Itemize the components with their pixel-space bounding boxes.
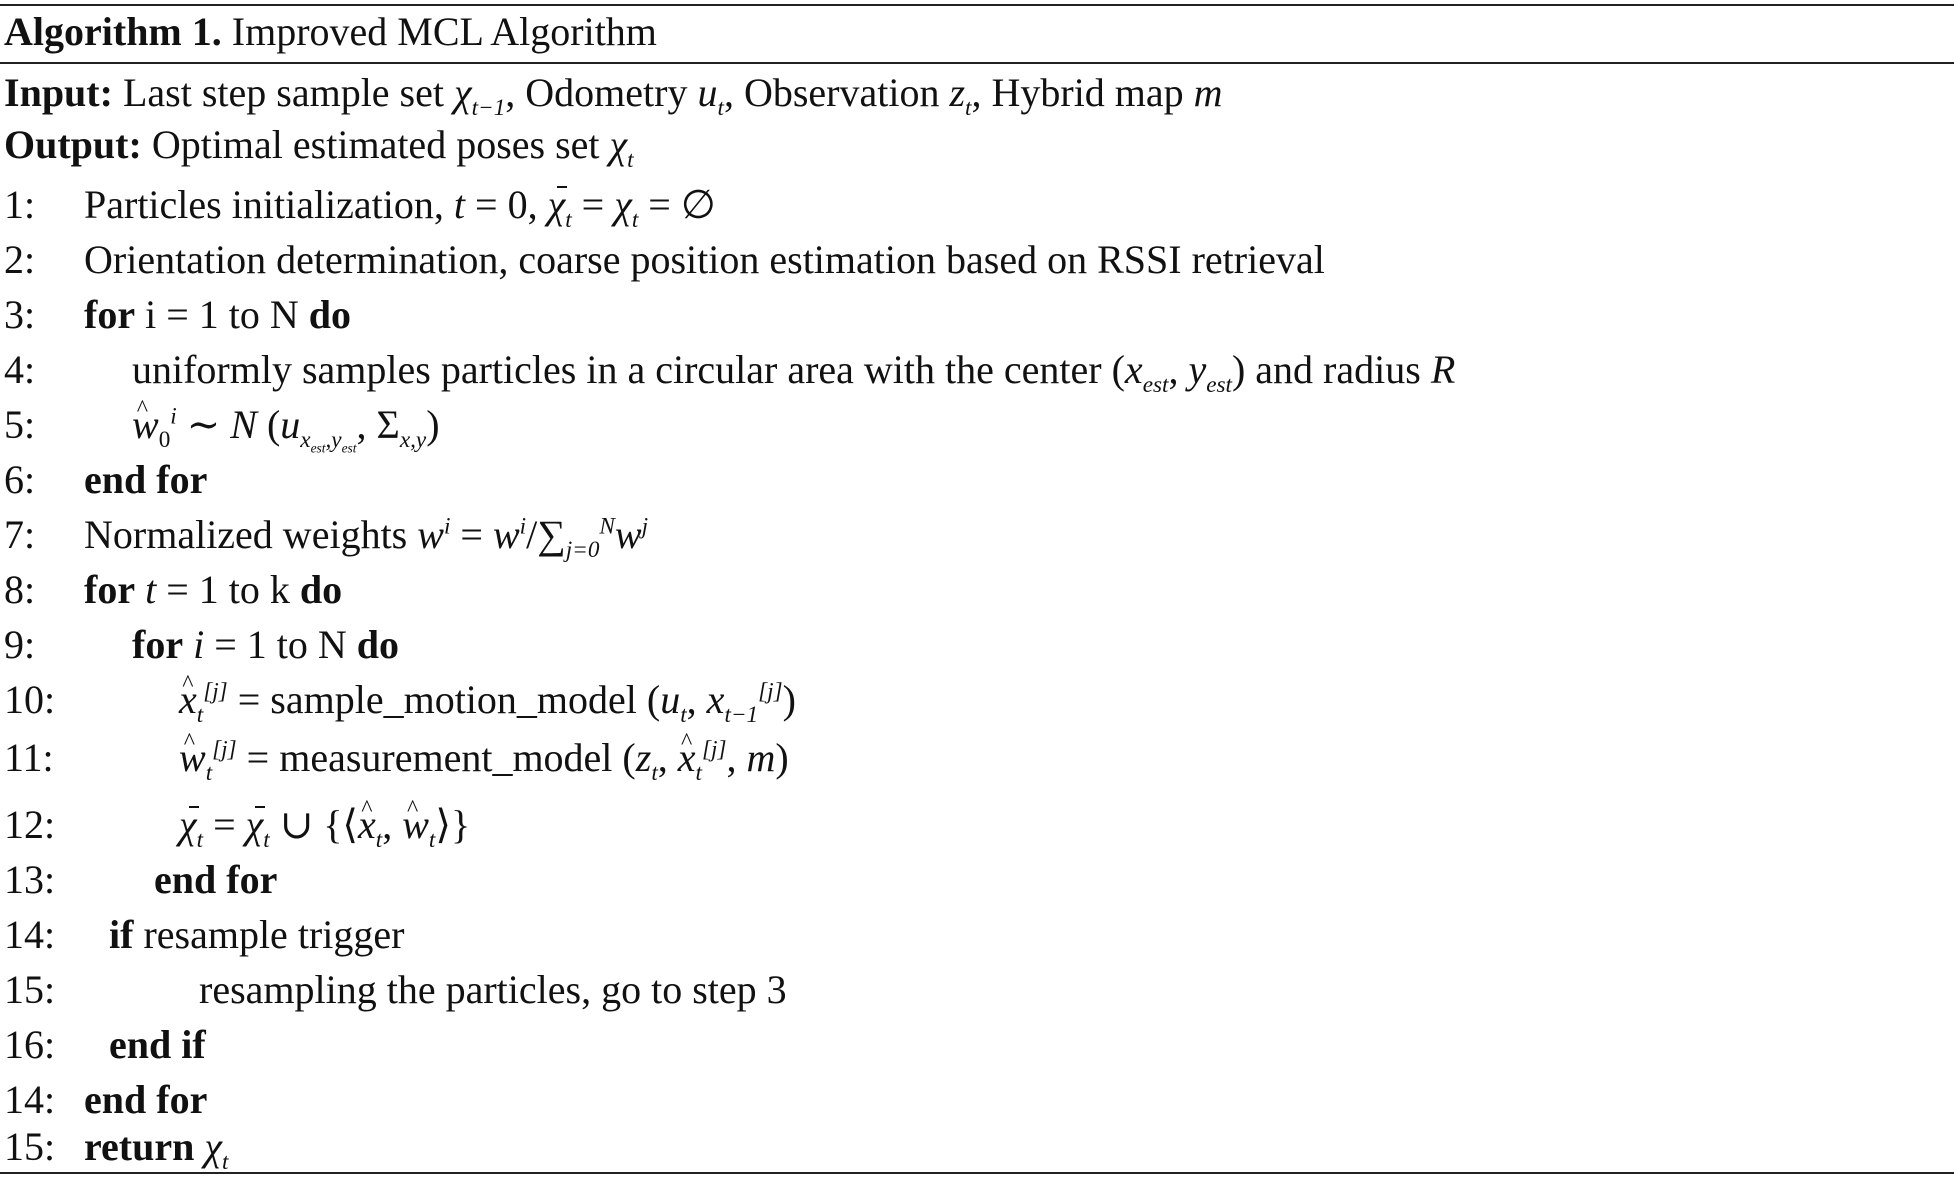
step-text: ^ $w_t[j]$ = measurement_model ($z_t$, ^ $x_t[j]$, m) [179,733,789,783]
keyword: do [308,292,351,337]
step-number: 10: [4,677,56,722]
step-number: 6: [4,457,36,502]
output-text: Optimal estimated poses set $\chi_t$ [151,122,634,173]
step-text: Normalized weights $w^i = w^i/\sum_{j=0}^Nw^j$ [84,512,649,563]
input-text: Last step sample set $\chi_{t-1}$, Odometry $u_t$, Observation $z_t$, Hybrid map m [122,70,1223,121]
keyword: end for [154,857,278,902]
step-number: 4: [4,347,36,392]
step-text: $\chi_t$ [204,1124,229,1175]
algorithm-name: Improved MCL Algorithm [231,9,657,54]
step-number: 9: [4,622,36,667]
step-number: 16: [4,1022,56,1067]
step-number: 8: [4,567,36,612]
keyword: do [356,622,400,667]
step-number: 12: [4,802,56,847]
step-number: 7: [4,512,36,557]
output-line [4,120,634,173]
step-number: 13: [4,857,56,902]
step-text: i = 1 to N [193,622,347,667]
input-label: Input: [4,70,113,115]
step-number: 15: [4,1124,56,1169]
keyword: return [84,1124,195,1169]
keyword: if [109,912,134,957]
step-text: uniformly samples particles in a circular area with the center ($x_{est}$, $y_{est}$) and radius R [132,347,1456,398]
input-line [4,68,1223,121]
step-number: 3: [4,292,36,337]
bottom-rule [0,1172,1954,1174]
keyword: for [84,292,136,337]
top-rule [0,4,1954,6]
step-text: i = 1 to N [145,292,299,337]
keyword: do [299,567,343,612]
keyword: for [132,622,184,667]
step-number: 11: [4,735,54,780]
algorithm-title [4,8,657,56]
keyword: end if [109,1022,206,1067]
step-text: $\chi_t = \chi_t$ ∪ {⟨^ $x_t$, ^ $w_t⟩$} [179,800,470,850]
step-number: 5: [4,402,36,447]
step-number: 14: [4,1077,56,1122]
step-text: Orientation determination, coarse position estimation based on RSSI retrieval [84,237,1325,282]
step-number: 14: [4,912,56,957]
keyword: for [84,567,136,612]
step-text: ^ $w_0^i$ ∼ N ($u_{x_{est},y_{est}}$, $\Sigma_{x,y}$) [132,400,440,450]
step-number: 15: [4,967,56,1012]
step-text: resampling the particles, go to step 3 [199,967,787,1012]
step-text: Particles initialization, t = 0, $\chi_t = \chi_t$ = ∅ [84,182,716,233]
step-text: resample trigger [143,912,405,957]
step-number: 2: [4,237,36,282]
step-number: 1: [4,182,36,227]
step-text: t = 1 to k [145,567,290,612]
keyword: end for [84,457,208,502]
algorithm-label: Algorithm 1. [4,9,222,54]
header-rule [0,62,1954,64]
output-label: Output: [4,122,142,167]
step-text: ^ $x_t[j]$ = sample_motion_model ($u_t$, $x_{t-1}[j]$) [179,675,796,725]
keyword: end for [84,1077,208,1122]
